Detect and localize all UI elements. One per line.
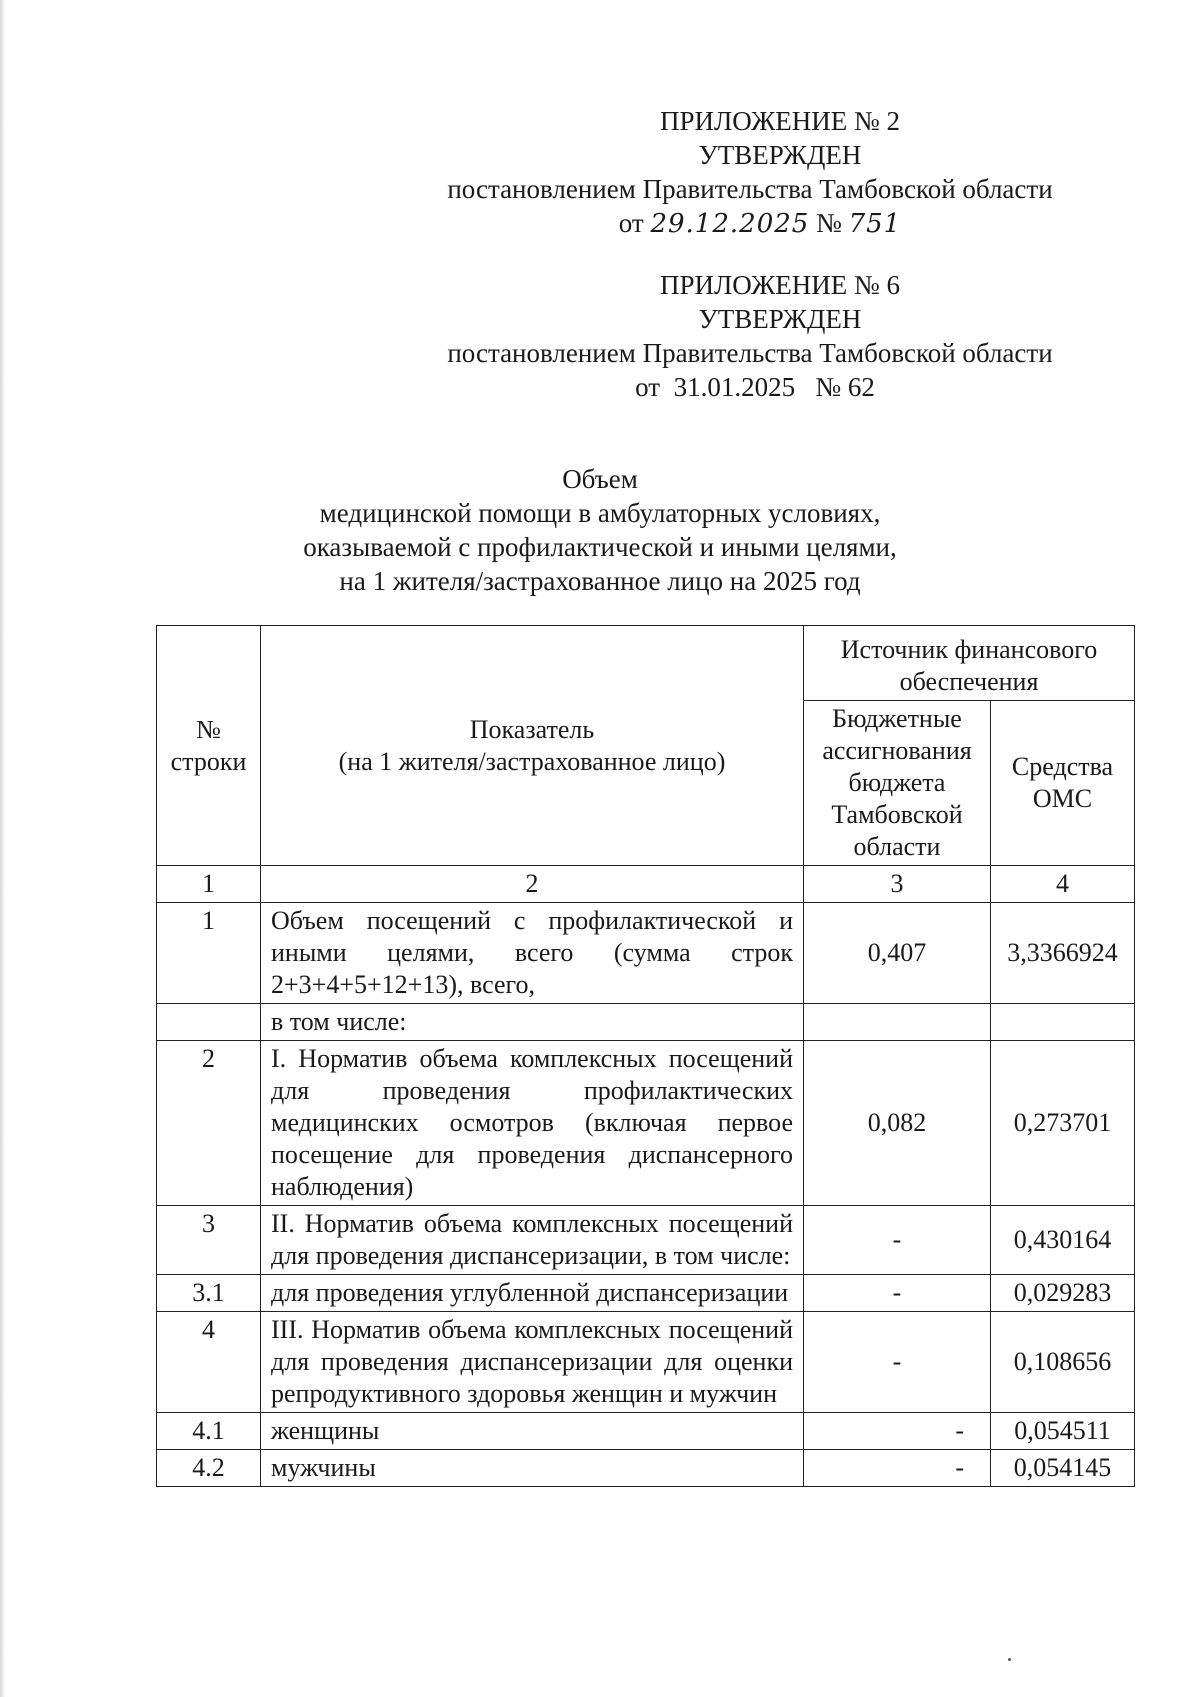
appendix-2-date-prefix: от bbox=[618, 208, 644, 238]
appendix-2-date-line bbox=[420, 206, 1080, 241]
row-number: 1 bbox=[157, 903, 261, 1004]
title-line-3: оказываемой с профилактической и иными целями, bbox=[303, 532, 897, 562]
table-row bbox=[157, 1041, 1135, 1206]
row-indicator: мужчины bbox=[261, 1450, 804, 1487]
title-line-2: медицинской помощи в амбулаторных условиях, bbox=[319, 498, 881, 528]
header-funding-source: Источник финансового обеспечения bbox=[804, 626, 1135, 701]
row-oms-value: 0,430164 bbox=[991, 1206, 1135, 1275]
row-oms-value bbox=[991, 1004, 1135, 1041]
header-oms: Средства ОМС bbox=[991, 701, 1135, 866]
row-number: 4.2 bbox=[157, 1450, 261, 1487]
header-indicator-title: Показатель bbox=[469, 714, 595, 744]
row-oms-value: 0,273701 bbox=[991, 1041, 1135, 1206]
row-budget-value: - bbox=[804, 1206, 991, 1275]
appendix-6-approved: УТВЕРЖДЕН bbox=[698, 304, 862, 334]
appendix-6-block bbox=[420, 268, 1080, 404]
appendix-2-approved: УТВЕРЖДЕН bbox=[698, 140, 862, 170]
header-budget: Бюджетные ассигнования бюджета Тамбовской области bbox=[804, 701, 991, 866]
row-oms-value: 0,054145 bbox=[991, 1450, 1135, 1487]
document-title bbox=[200, 462, 1000, 598]
row-number: 3.1 bbox=[157, 1275, 261, 1312]
table-header-row-1 bbox=[157, 626, 1135, 701]
row-oms-value: 3,3366924 bbox=[991, 903, 1135, 1004]
column-number-2: 2 bbox=[261, 866, 804, 903]
appendix-6-date-line: от 31.01.2025 № 62 bbox=[635, 372, 875, 402]
table-row bbox=[157, 1206, 1135, 1275]
row-number: 3 bbox=[157, 1206, 261, 1275]
table-row bbox=[157, 903, 1135, 1004]
row-number: 4.1 bbox=[157, 1413, 261, 1450]
row-budget-value: - bbox=[804, 1413, 991, 1450]
table-row bbox=[157, 1004, 1135, 1041]
appendix-6-title: ПРИЛОЖЕНИЕ № 6 bbox=[659, 270, 901, 300]
appendix-2-number-prefix: № bbox=[816, 208, 842, 238]
row-indicator: в том числе: bbox=[261, 1004, 804, 1041]
header-indicator bbox=[261, 626, 804, 866]
row-number bbox=[157, 1004, 261, 1041]
row-budget-value: - bbox=[804, 1450, 991, 1487]
row-indicator: III. Норматив объема комплексных посещений для проведения диспансеризации для оценки репродуктивного здоровья женщин и мужчин bbox=[261, 1312, 804, 1413]
row-budget-value bbox=[804, 1004, 991, 1041]
row-budget-value: - bbox=[804, 1275, 991, 1312]
row-oms-value: 0,029283 bbox=[991, 1275, 1135, 1312]
row-budget-value: 0,082 bbox=[804, 1041, 991, 1206]
scan-edge-shadow bbox=[0, 0, 5, 1697]
appendix-2-number-handwritten: 751 bbox=[848, 209, 902, 239]
header-num-symbol: № bbox=[196, 714, 221, 744]
table-row bbox=[157, 1450, 1135, 1487]
row-number: 2 bbox=[157, 1041, 261, 1206]
appendix-2-title: ПРИЛОЖЕНИЕ № 2 bbox=[659, 106, 901, 136]
row-number: 4 bbox=[157, 1312, 261, 1413]
row-budget-value: - bbox=[804, 1312, 991, 1413]
row-indicator: женщины bbox=[261, 1413, 804, 1450]
table-row bbox=[157, 1312, 1135, 1413]
appendix-2-block bbox=[420, 104, 1080, 241]
table-row bbox=[157, 1413, 1135, 1450]
row-indicator: для проведения углубленной диспансеризации bbox=[261, 1275, 804, 1312]
row-budget-value: 0,407 bbox=[804, 903, 991, 1004]
header-num-word: строки bbox=[170, 746, 247, 776]
row-indicator: I. Норматив объема комплексных посещений для проведения профилактических медицинских осмотров (включая первое посещение для проведения диспансерного наблюдения) bbox=[261, 1041, 804, 1206]
scan-speck bbox=[1008, 1658, 1011, 1661]
table-row bbox=[157, 1275, 1135, 1312]
appendix-6-by: постановлением Правительства Тамбовской области bbox=[447, 338, 1053, 368]
column-number-3: 3 bbox=[804, 866, 991, 903]
row-indicator: Объем посещений с профилактической и иными целями, всего (сумма строк 2+3+4+5+12+13), всего, bbox=[261, 903, 804, 1004]
title-line-4: на 1 жителя/застрахованное лицо на 2025 год bbox=[339, 566, 861, 596]
title-line-1: Объем bbox=[562, 464, 638, 494]
row-oms-value: 0,108656 bbox=[991, 1312, 1135, 1413]
appendix-2-date-handwritten: 29.12.2025 bbox=[650, 209, 810, 239]
column-number-4: 4 bbox=[991, 866, 1135, 903]
row-oms-value: 0,054511 bbox=[991, 1413, 1135, 1450]
row-indicator: II. Норматив объема комплексных посещений для проведения диспансеризации, в том числе: bbox=[261, 1206, 804, 1275]
appendix-2-by: постановлением Правительства Тамбовской области bbox=[447, 174, 1053, 204]
header-row-number bbox=[157, 626, 261, 866]
column-number-1: 1 bbox=[157, 866, 261, 903]
column-numbers-row bbox=[157, 866, 1135, 903]
header-indicator-subtitle: (на 1 жителя/застрахованное лицо) bbox=[338, 746, 726, 776]
volume-table bbox=[156, 625, 1135, 1487]
